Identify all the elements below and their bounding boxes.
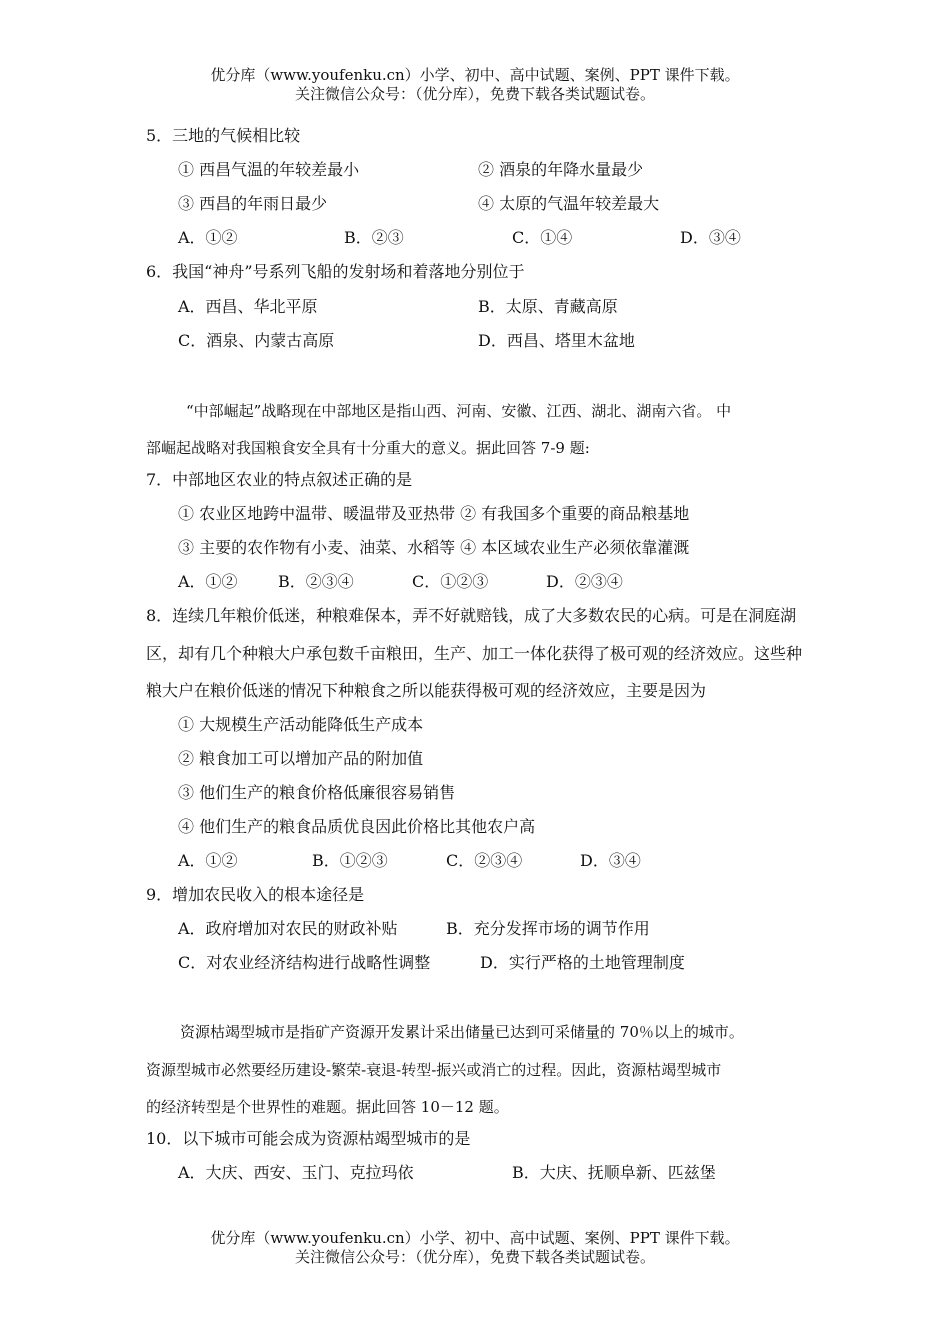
header-line-1: 优分库（www.youfenku.cn）小学、初中、高中试题、案例、PPT 课件下载。 (210, 66, 740, 84)
passage2-line-3: 的经济转型是个世界性的难题。据此回答 10－12 题。 (146, 1098, 509, 1116)
q8-options (178, 850, 778, 872)
q6-option-b[interactable]: B．太原、青藏高原 (478, 297, 618, 316)
q6-stem: 6．我国“神舟”号系列飞船的发射场和着落地分别位于 (146, 262, 525, 281)
q8-stem-line-3: 粮大户在粮价低迷的情况下种粮食之所以能获得极可观的经济效应，主要是因为 (146, 681, 707, 700)
q5-statement-1: ① 西昌气温的年较差最小 (178, 160, 360, 179)
q10-stem: 10．以下城市可能会成为资源枯竭型城市的是 (146, 1129, 471, 1148)
q8-statement-2: ② 粮食加工可以增加产品的附加值 (178, 749, 424, 768)
q5-option-d[interactable]: D．③④ (680, 228, 741, 247)
q8-statement-4: ④ 他们生产的粮食品质优良因此价格比其他农户高 (178, 817, 536, 836)
q6-option-d[interactable]: D．西昌、塔里木盆地 (478, 331, 635, 350)
q7-option-c[interactable]: C．①②③ (412, 572, 489, 591)
q8-stem-line-2: 区，却有几个种粮大户承包数千亩粮田，生产、加工一体化获得了极可观的经济效应。这些种 (146, 644, 803, 663)
q7-options (178, 571, 778, 593)
q5-stem: 5．三地的气候相比较 (146, 126, 301, 145)
q6-option-c[interactable]: C．酒泉、内蒙古高原 (178, 331, 335, 350)
header-line-2: 关注微信公众号：（优分库），免费下载各类试题试卷。 (294, 85, 655, 103)
q7-option-a[interactable]: A．①② (178, 572, 238, 591)
passage1-line-2: 部崛起战略对我国粮食安全具有十分重大的意义。据此回答 7-9 题: (146, 439, 590, 457)
footer-line-2: 关注微信公众号：（优分库），免费下载各类试题试卷。 (294, 1248, 655, 1266)
q8-stem-line-1: 8．连续几年粮价低迷，种粮难保本，弄不好就赔钱，成了大多数农民的心病。可是在洞庭湖 (146, 606, 797, 625)
q8-option-d[interactable]: D．③④ (580, 851, 641, 870)
q7-option-b[interactable]: B．②③④ (278, 572, 354, 591)
q9-option-a[interactable]: A．政府增加对农民的财政补贴 (178, 919, 398, 938)
q7-statements-1-2: ① 农业区地跨中温带、暖温带及亚热带 ② 有我国多个重要的商品粮基地 (178, 504, 690, 523)
q8-option-a[interactable]: A．①② (178, 851, 238, 870)
q5-option-c[interactable]: C．①④ (512, 228, 573, 247)
passage1-line-1: “中部崛起”战略现在中部地区是指山西、河南、安徽、江西、湖北、湖南六省。 中 (186, 402, 732, 420)
q5-statement-2: ② 酒泉的年降水量最少 (478, 160, 644, 179)
passage2-line-1: 资源枯竭型城市是指矿产资源开发累计采出储量已达到可采储量的 70％以上的城市。 (180, 1023, 744, 1041)
passage2-line-2: 资源型城市必然要经历建设-繁荣-衰退-转型-振兴或消亡的过程。因此，资源枯竭型城市 (146, 1061, 722, 1079)
q10-option-a[interactable]: A．大庆、西安、玉门、克拉玛依 (178, 1163, 414, 1182)
q7-statements-3-4: ③ 主要的农作物有小麦、油菜、水稻等 ④ 本区域农业生产必须依靠灌溉 (178, 538, 690, 557)
q5-option-a[interactable]: A．①② (178, 228, 238, 247)
q9-option-b[interactable]: B．充分发挥市场的调节作用 (446, 919, 650, 938)
q8-statement-1: ① 大规模生产活动能降低生产成本 (178, 715, 424, 734)
q5-options (178, 227, 778, 249)
q7-option-d[interactable]: D．②③④ (546, 572, 623, 591)
page-header (0, 66, 950, 104)
q10-option-b[interactable]: B．大庆、抚顺阜新、匹兹堡 (512, 1163, 716, 1182)
q8-option-b[interactable]: B．①②③ (312, 851, 388, 870)
q6-option-a[interactable]: A．西昌、华北平原 (178, 297, 318, 316)
page-footer (0, 1229, 950, 1267)
q8-option-c[interactable]: C．②③④ (446, 851, 523, 870)
q5-statement-4: ④ 太原的气温年较差最大 (478, 194, 660, 213)
q8-statement-3: ③ 他们生产的粮食价格低廉很容易销售 (178, 783, 456, 802)
q7-stem: 7．中部地区农业的特点叙述正确的是 (146, 470, 413, 489)
q5-option-b[interactable]: B．②③ (344, 228, 404, 247)
footer-line-1: 优分库（www.youfenku.cn）小学、初中、高中试题、案例、PPT 课件下载。 (210, 1229, 740, 1247)
q5-statement-3: ③ 西昌的年雨日最少 (178, 194, 328, 213)
q9-stem: 9．增加农民收入的根本途径是 (146, 885, 365, 904)
q9-option-d[interactable]: D．实行严格的土地管理制度 (480, 953, 685, 972)
q9-option-c[interactable]: C．对农业经济结构进行战略性调整 (178, 953, 431, 972)
